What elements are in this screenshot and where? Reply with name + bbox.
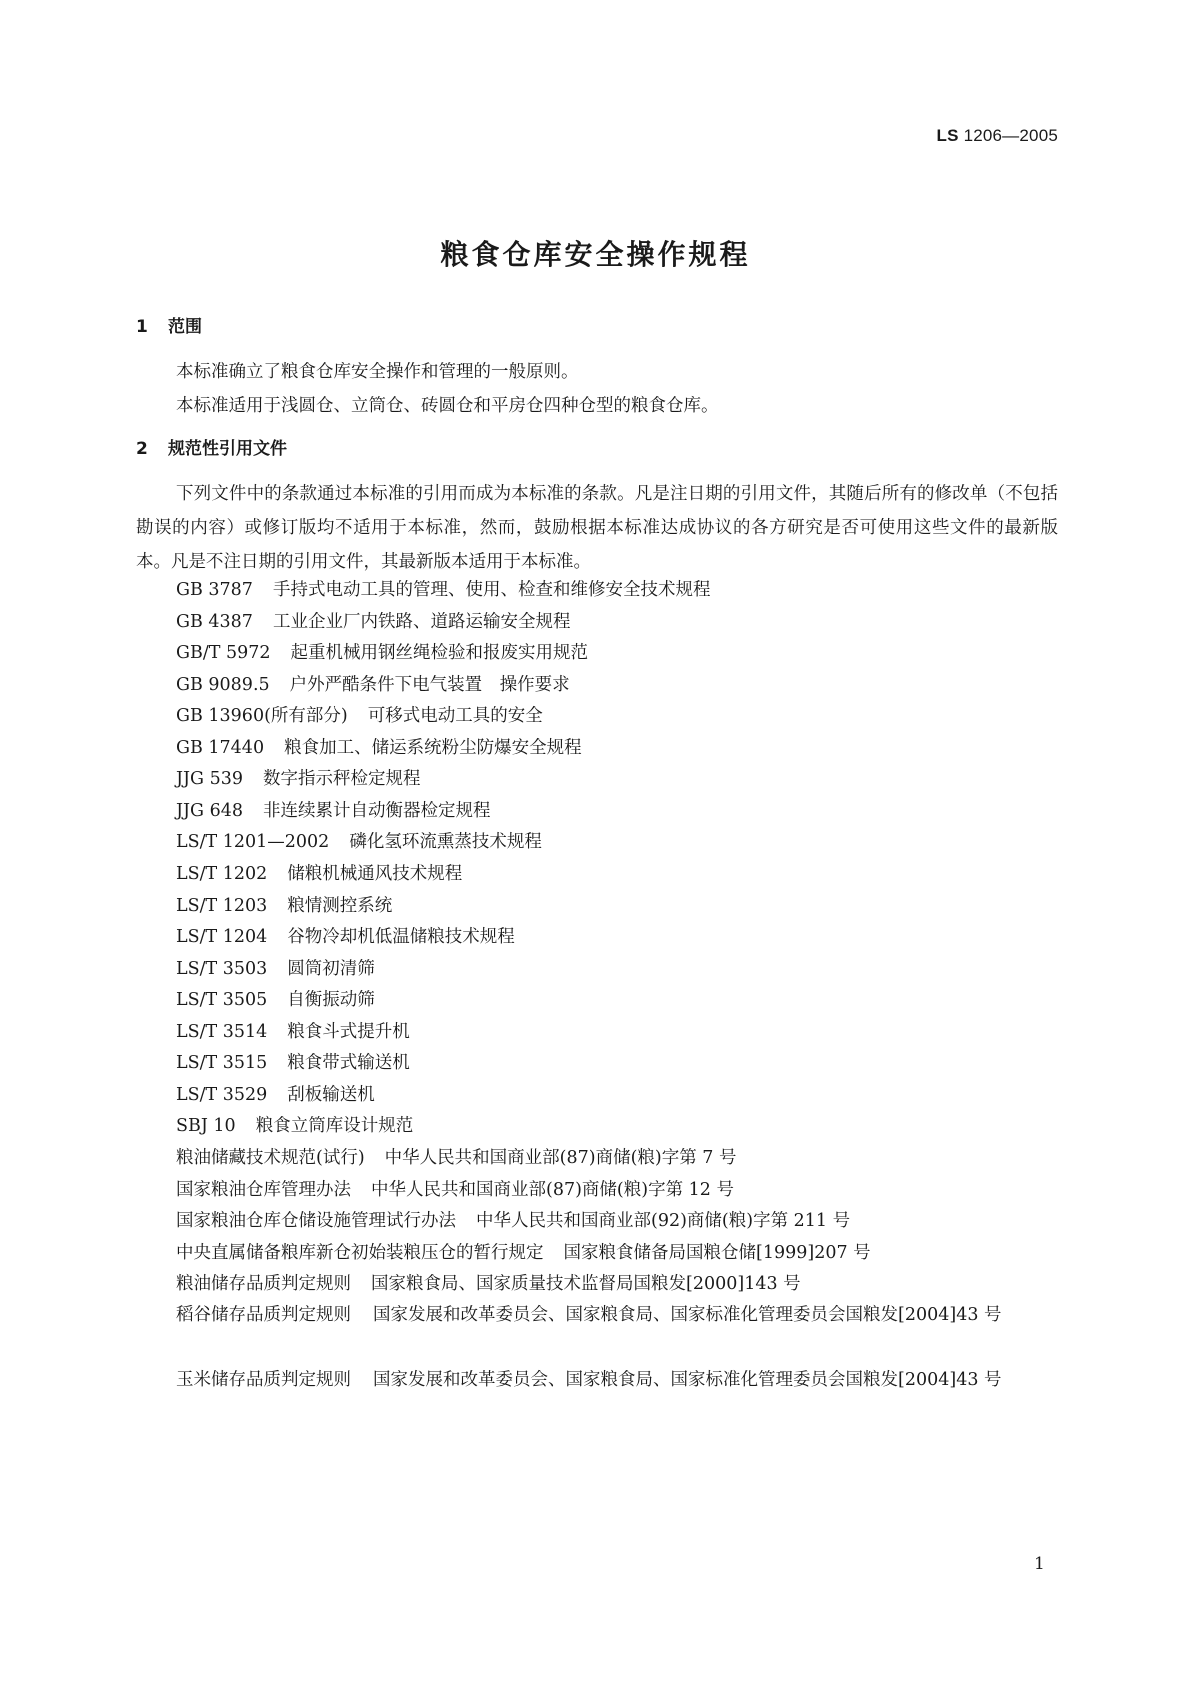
reference-item	[176, 1052, 410, 1074]
reference-code: LS/T 1202	[176, 864, 268, 884]
reference-title: 手持式电动工具的管理、使用、检查和维修安全技术规程	[272, 580, 711, 600]
reference-code: 稻谷储存品质判定规则	[176, 1305, 351, 1325]
reference-title: 粮食带式输送机	[287, 1053, 410, 1074]
reference-code: 中央直属储备粮库新仓初始装粮压仓的暂行规定	[176, 1242, 544, 1263]
reference-item	[176, 1273, 801, 1295]
reference-title: 起重机械用钢丝绳检验和报废实用规范	[290, 643, 589, 664]
reference-code: JJG 648	[176, 800, 243, 821]
reference-item	[176, 1147, 737, 1169]
standard-code: LS	[936, 126, 959, 145]
reference-item	[176, 705, 543, 727]
reference-code: LS/T 3514	[176, 1021, 268, 1042]
standard-number-header	[0, 126, 1058, 146]
reference-item	[176, 895, 392, 917]
section-number: 2	[136, 439, 148, 459]
reference-item	[176, 1210, 850, 1232]
reference-title: 储粮机械通风技术规程	[287, 864, 463, 884]
section-heading-scope	[136, 316, 202, 338]
page-number: 1	[1034, 1554, 1045, 1574]
reference-title: 中华人民共和国商业部(92)商储(粮)字第 211 号	[476, 1211, 851, 1231]
reference-item	[176, 1179, 734, 1201]
reference-title: 国家粮食局、国家质量技术监督局国粮发[2000]143 号	[371, 1274, 801, 1295]
reference-title: 中华人民共和国商业部(87)商储(粮)字第 7 号	[384, 1147, 737, 1168]
section-number: 1	[136, 317, 148, 337]
reference-title: 粮情测控系统	[287, 895, 393, 916]
reference-item	[176, 958, 375, 980]
reference-code: JJG 539	[176, 769, 243, 790]
reference-item	[176, 1021, 410, 1043]
reference-code: LS/T 3505	[176, 990, 268, 1011]
reference-code: 国家粮油仓库管理办法	[176, 1179, 351, 1200]
reference-title: 粮食斗式提升机	[287, 1021, 410, 1042]
paragraph: 本标准适用于浅圆仓、立筒仓、砖圆仓和平房仓四种仓型的粮食仓库。	[176, 396, 719, 416]
standard-number: 1206—2005	[963, 126, 1058, 145]
reference-item	[176, 674, 570, 696]
reference-code: GB 4387	[176, 611, 253, 632]
reference-title: 数字指示秤检定规程	[262, 769, 421, 790]
reference-title: 粮食立筒库设计规范	[255, 1116, 414, 1137]
reference-code: 国家粮油仓库仓储设施管理试行办法	[176, 1211, 456, 1231]
reference-item	[176, 737, 582, 759]
reference-title: 非连续累计自动衡器检定规程	[262, 800, 491, 821]
reference-title: 国家发展和改革委员会、国家粮食局、国家标准化管理委员会国粮发[2004]43 号	[373, 1305, 1002, 1325]
reference-code: 粮油储藏技术规范(试行)	[176, 1147, 365, 1168]
reference-title: 刮板输送机	[287, 1084, 375, 1105]
reference-title: 谷物冷却机低温储粮技术规程	[287, 927, 515, 947]
reference-title: 磷化氢环流熏蒸技术规程	[349, 832, 542, 853]
reference-item	[176, 831, 542, 853]
reference-code: LS/T 3515	[176, 1053, 268, 1074]
paragraph: 本标准确立了粮食仓库安全操作和管理的一般原则。	[176, 362, 579, 382]
section-title: 范围	[168, 317, 202, 337]
reference-item	[176, 611, 570, 633]
paragraph-intro: 下列文件中的条款通过本标准的引用而成为本标准的条款。凡是注日期的引用文件，其随后所有的修改单（不包括勘误的内容）或修订版均不适用于本标准，然而，鼓励根据本标准达成协议的各方研究是否可使用这些文件的最新版本。凡是不注日期的引用文件，其最新版本适用于本标准。	[136, 484, 1058, 572]
reference-title: 户外严酷条件下电气装置 操作要求	[289, 674, 570, 695]
reference-code: SBJ 10	[176, 1116, 236, 1137]
reference-item	[176, 1115, 413, 1137]
reference-code: 粮油储存品质判定规则	[176, 1274, 351, 1295]
reference-item	[176, 768, 420, 790]
reference-title: 粮食加工、储运系统粉尘防爆安全规程	[284, 737, 582, 758]
document-title: 粮食仓库安全操作规程	[440, 238, 751, 271]
reference-item	[176, 1242, 871, 1264]
reference-code: LS/T 3503	[176, 958, 268, 979]
reference-code: LS/T 1203	[176, 895, 268, 916]
reference-code: LS/T 1204	[176, 927, 268, 947]
section-title: 规范性引用文件	[168, 439, 287, 459]
reference-code: GB 3787	[176, 580, 253, 600]
reference-item	[176, 579, 710, 601]
reference-item	[176, 800, 490, 822]
reference-title: 可移式电动工具的安全	[367, 706, 543, 727]
reference-item	[176, 1084, 375, 1106]
reference-code: LS/T 3529	[176, 1084, 268, 1105]
reference-code: GB 17440	[176, 737, 265, 758]
reference-title: 国家粮食储备局国粮仓储[1999]207 号	[563, 1242, 871, 1263]
reference-title: 自衡振动筛	[287, 990, 375, 1011]
reference-title: 圆筒初清筛	[287, 958, 375, 979]
reference-item-wrapped	[136, 1298, 1058, 1332]
reference-item	[176, 863, 462, 885]
reference-item	[176, 642, 588, 664]
reference-item-wrapped	[136, 1363, 1058, 1397]
reference-code: LS/T 1201—2002	[176, 832, 330, 853]
section-heading-normative-references	[136, 438, 287, 460]
reference-code: GB 13960(所有部分)	[176, 706, 348, 727]
reference-code: GB/T 5972	[176, 643, 271, 664]
reference-code: GB 9089.5	[176, 674, 270, 695]
reference-title: 工业企业厂内铁路、道路运输安全规程	[272, 611, 571, 632]
reference-item	[176, 989, 375, 1011]
reference-title: 中华人民共和国商业部(87)商储(粮)字第 12 号	[371, 1179, 734, 1200]
reference-title: 国家发展和改革委员会、国家粮食局、国家标准化管理委员会国粮发[2004]43 号	[373, 1370, 1002, 1390]
reference-item	[176, 926, 515, 948]
reference-code: 玉米储存品质判定规则	[176, 1370, 351, 1390]
